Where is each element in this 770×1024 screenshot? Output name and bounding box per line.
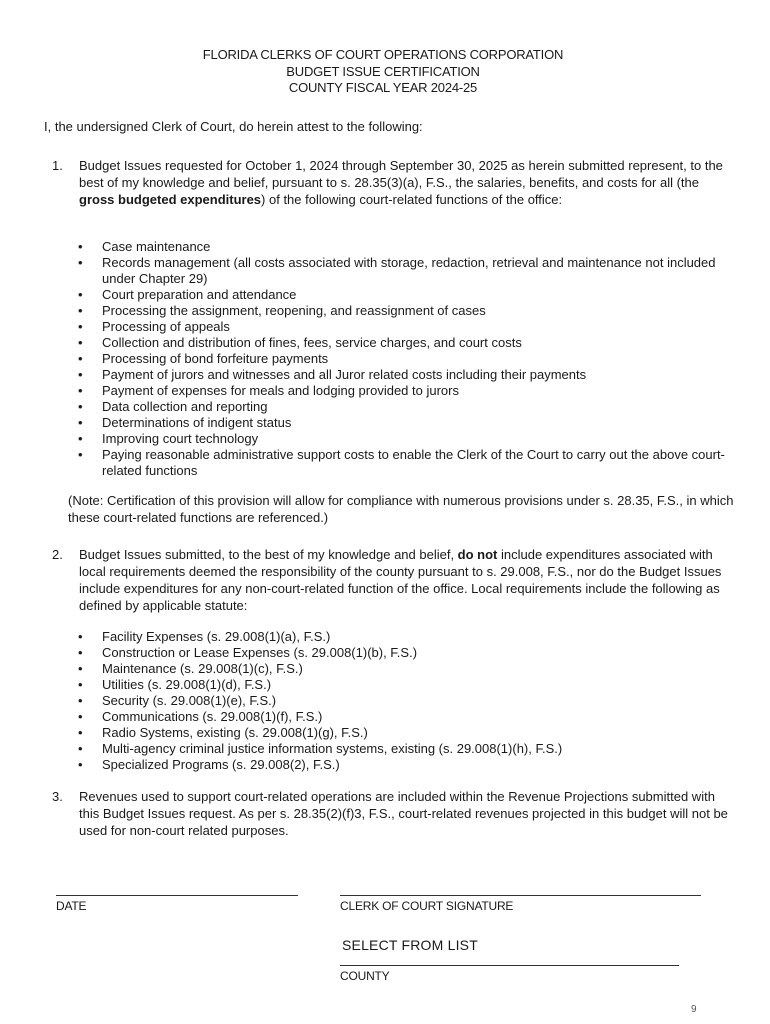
bullet-icon: • bbox=[78, 367, 83, 382]
list-item bbox=[44, 693, 736, 709]
item-2 bbox=[44, 546, 734, 614]
bullet-icon: • bbox=[78, 645, 83, 660]
list-item bbox=[44, 629, 736, 645]
list-item-text: Court preparation and attendance bbox=[102, 287, 297, 302]
bullet-icon: • bbox=[78, 757, 83, 772]
list-item-text: Radio Systems, existing (s. 29.008(1)(g), F.S.) bbox=[102, 725, 368, 740]
list-item-text: Processing the assignment, reopening, and reassignment of cases bbox=[102, 303, 486, 318]
list-item bbox=[44, 351, 736, 367]
list-item-text: Collection and distribution of fines, fees, service charges, and court costs bbox=[102, 335, 522, 350]
item-1-note: (Note: Certification of this provision will allow for compliance with numerous provisions under s. 28.35, F.S., in which these court-related functions are referenced.) bbox=[68, 493, 734, 525]
item-2-number: 2. bbox=[52, 547, 63, 562]
page-number: 9 bbox=[691, 1004, 697, 1015]
list-item-text: Multi-agency criminal justice information systems, existing (s. 29.008(1)(h), F.S.) bbox=[102, 741, 563, 756]
list-item bbox=[44, 335, 736, 351]
list-item bbox=[44, 239, 736, 255]
bullet-icon: • bbox=[78, 677, 83, 692]
list-item bbox=[44, 447, 736, 479]
list-item-text: Paying reasonable administrative support costs to enable the Clerk of the Court to carry out the above court-related functions bbox=[102, 447, 725, 478]
list-item-text: Payment of jurors and witnesses and all Juror related costs including their payments bbox=[102, 367, 587, 382]
list-item-text: Facility Expenses (s. 29.008(1)(a), F.S.) bbox=[102, 629, 331, 644]
item-1-number: 1. bbox=[52, 158, 63, 173]
list-item bbox=[44, 645, 736, 661]
document-header bbox=[0, 47, 766, 97]
list-item-text: Processing of bond forfeiture payments bbox=[102, 351, 329, 366]
bullet-icon: • bbox=[78, 415, 83, 430]
county-label: COUNTY bbox=[340, 969, 390, 983]
bullet-icon: • bbox=[78, 693, 83, 708]
item-3 bbox=[44, 788, 734, 839]
list-item-text: Security (s. 29.008(1)(e), F.S.) bbox=[102, 693, 277, 708]
list-item bbox=[44, 415, 736, 431]
clerk-signature-line[interactable] bbox=[340, 895, 701, 896]
list-item-text: Payment of expenses for meals and lodging provided to jurors bbox=[102, 383, 459, 398]
item-1-bold-text: gross budgeted expenditures bbox=[79, 192, 262, 207]
bullet-icon: • bbox=[78, 725, 83, 740]
list-item bbox=[44, 367, 736, 383]
bullet-icon: • bbox=[78, 431, 83, 446]
list-item-text: Construction or Lease Expenses (s. 29.008(1)(b), F.S.) bbox=[102, 645, 418, 660]
bullet-icon: • bbox=[78, 629, 83, 644]
bullet-icon: • bbox=[78, 399, 83, 414]
bullet-icon: • bbox=[78, 661, 83, 676]
list-item-text: Determinations of indigent status bbox=[102, 415, 292, 430]
bullet-icon: • bbox=[78, 351, 83, 366]
list-item bbox=[44, 399, 736, 415]
bullet-icon: • bbox=[78, 255, 83, 270]
list-item bbox=[44, 741, 736, 757]
list-item bbox=[44, 287, 736, 303]
bullet-icon: • bbox=[78, 239, 83, 254]
county-line bbox=[340, 965, 679, 966]
list-item-text: Utilities (s. 29.008(1)(d), F.S.) bbox=[102, 677, 272, 692]
bullet-icon: • bbox=[78, 383, 83, 398]
court-functions-list bbox=[44, 239, 736, 479]
bullet-icon: • bbox=[78, 335, 83, 350]
list-item bbox=[44, 431, 736, 447]
header-line-fiscal-year: COUNTY FISCAL YEAR 2024-25 bbox=[288, 80, 478, 95]
list-item-text: Communications (s. 29.008(1)(f), F.S.) bbox=[102, 709, 323, 724]
local-requirements-list bbox=[44, 629, 736, 773]
bullet-icon: • bbox=[78, 319, 83, 334]
list-item bbox=[44, 725, 736, 741]
bullet-icon: • bbox=[78, 287, 83, 302]
bullet-icon: • bbox=[78, 447, 83, 462]
item-1 bbox=[44, 157, 734, 208]
item-2-text: Budget Issues submitted, to the best of my knowledge and belief, do not include expenditures associated with local requirements deemed the responsibility of the county pursuant to s. 29.008, F.S., nor do the Budget Issues include expenditures for any non-court-related function of the office. Local requirements include the following as defined by applicable statute: bbox=[79, 547, 722, 613]
list-item-text: Specialized Programs (s. 29.008(2), F.S.) bbox=[102, 757, 340, 772]
list-item bbox=[44, 255, 736, 287]
list-item-text: Records management (all costs associated with storage, redaction, retrieval and maintenance not included under Chapter 29) bbox=[102, 255, 716, 286]
item-3-number: 3. bbox=[52, 789, 63, 804]
list-item bbox=[44, 757, 736, 773]
list-item bbox=[44, 677, 736, 693]
list-item bbox=[44, 661, 736, 677]
list-item bbox=[44, 383, 736, 399]
list-item bbox=[44, 303, 736, 319]
date-line[interactable] bbox=[56, 895, 298, 896]
intro-statement: I, the undersigned Clerk of Court, do herein attest to the following: bbox=[44, 119, 423, 134]
list-item-text: Case maintenance bbox=[102, 239, 211, 254]
county-select[interactable]: SELECT FROM LIST bbox=[342, 937, 478, 953]
item-2-bold-text: do not bbox=[457, 547, 498, 562]
list-item bbox=[44, 709, 736, 725]
list-item-text: Maintenance (s. 29.008(1)(c), F.S.) bbox=[102, 661, 303, 676]
list-item-text: Data collection and reporting bbox=[102, 399, 268, 414]
bullet-icon: • bbox=[78, 303, 83, 318]
clerk-signature-label: CLERK OF COURT SIGNATURE bbox=[340, 899, 514, 913]
list-item bbox=[44, 319, 736, 335]
item-3-text: Revenues used to support court-related operations are included within the Revenue Projections submitted with this Budget Issues request. As per s. 28.35(2)(f)3, F.S., court-related revenues projected in this budget will not be used for non-court related purposes. bbox=[79, 789, 728, 838]
bullet-icon: • bbox=[78, 709, 83, 724]
list-item-text: Improving court technology bbox=[102, 431, 259, 446]
header-line-title: BUDGET ISSUE CERTIFICATION bbox=[286, 63, 480, 79]
bullet-icon: • bbox=[78, 741, 83, 756]
item-1-text: Budget Issues requested for October 1, 2024 through September 30, 2025 as herein submitted represent, to the best of my knowledge and belief, pursuant to s. 28.35(3)(a), F.S., the salaries, benefits, and costs for all (the gross budgeted expenditures) of the following court-related functions of the office: bbox=[79, 158, 723, 207]
list-item-text: Processing of appeals bbox=[102, 319, 230, 334]
date-label: DATE bbox=[56, 899, 87, 913]
header-line-corporation: FLORIDA CLERKS OF COURT OPERATIONS CORPORATION bbox=[202, 47, 564, 62]
